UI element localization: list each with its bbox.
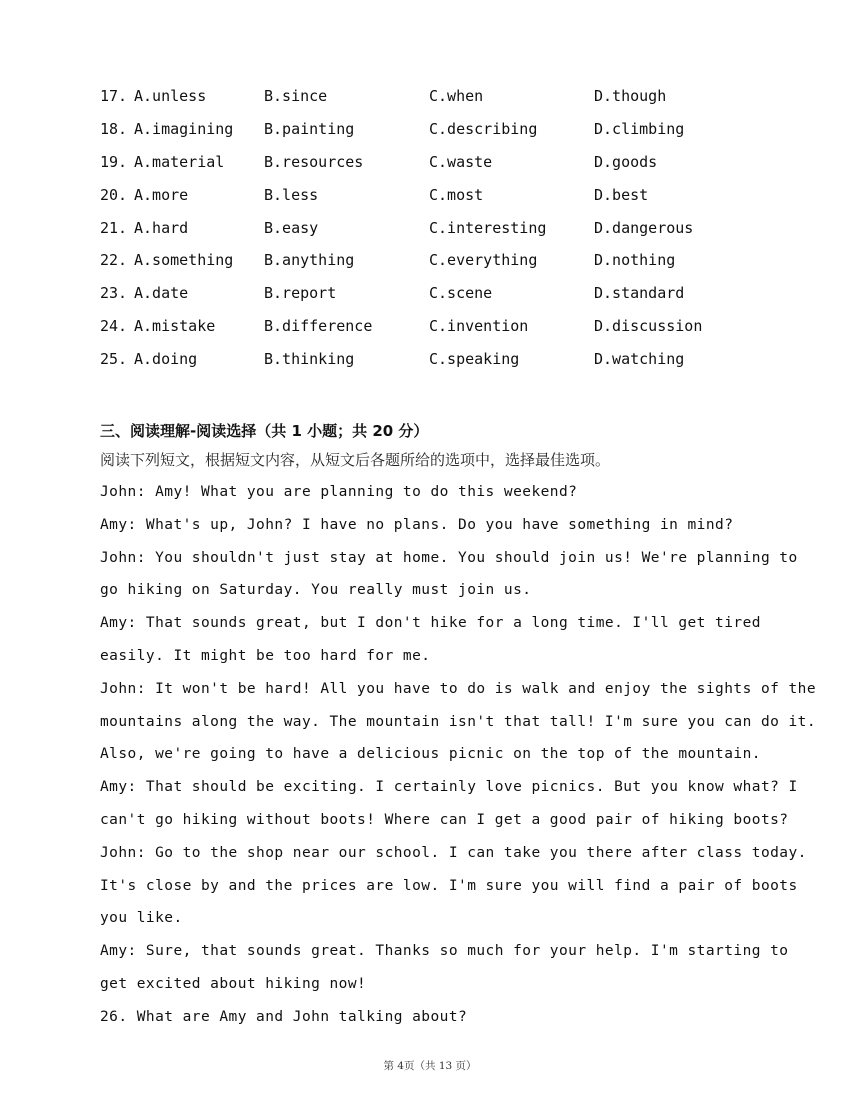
question-options-17 [100,80,744,113]
question-options-20 [100,178,744,211]
reading-section [100,418,817,1034]
option-c: C.scene [429,284,493,303]
option-d: D.watching [594,349,685,368]
section-heading: 三、阅读理解-阅读选择（共 1 小题；共 20 分） [100,422,429,440]
option-d: D.though [594,87,667,106]
option-c: C.invention [429,316,529,335]
dialogue-line: Also, we're going to have a delicious picnic on the top of the mountain. [100,746,761,763]
question-number: 18. [100,120,128,139]
option-d: D.standard [594,284,685,303]
question-number: 25. [100,349,128,368]
option-d: D.discussion [594,316,703,335]
option-a: A.something [134,251,234,270]
dialogue-line: Amy: That should be exciting. I certainly love picnics. But you know what? I [100,779,798,796]
dialogue-line: mountains along the way. The mountain isn't that tall! I'm sure you can do it. [100,713,817,730]
question-number: 24. [100,316,128,335]
option-c: C.interesting [429,218,547,237]
option-b: B.difference [264,316,373,335]
question-options-23 [100,277,744,310]
option-a: A.mistake [134,316,216,335]
option-a: A.more [134,185,189,204]
answer-options-list [100,80,744,375]
option-a: A.imagining [134,120,234,139]
option-d: D.best [594,185,649,204]
dialogue-line: Amy: That sounds great, but I don't hike for a long time. I'll get tired [100,615,761,632]
dialogue-line: John: Go to the shop near our school. I can take you there after class today. [100,844,807,861]
option-d: D.goods [594,152,658,171]
page-footer: 第 4页（共 13 页） [383,1060,477,1072]
question-number: 22. [100,251,128,270]
dialogue-line: get excited about hiking now! [100,975,367,992]
option-d: D.dangerous [594,218,694,237]
option-d: D.nothing [594,251,676,270]
dialogue-line: can't go hiking without boots! Where can I get a good pair of hiking boots? [100,811,789,828]
option-b: B.since [264,87,328,106]
dialogue-line: go hiking on Saturday. You really must join us. [100,582,532,599]
option-b: B.easy [264,218,319,237]
section-instruction: 阅读下列短文，根据短文内容，从短文后各题所给的选项中，选择最佳选项。 [100,451,611,469]
option-b: B.resources [264,152,364,171]
option-c: C.everything [429,251,538,270]
question-number: 20. [100,185,128,204]
option-a: A.material [134,152,225,171]
question-options-22 [100,244,744,277]
option-c: C.speaking [429,349,520,368]
option-b: B.painting [264,120,355,139]
dialogue-line: John: It won't be hard! All you have to do is walk and enjoy the sights of the [100,680,817,697]
option-a: A.unless [134,87,207,106]
option-b: B.report [264,284,337,303]
question-options-18 [100,113,744,146]
option-b: B.anything [264,251,355,270]
option-a: A.date [134,284,189,303]
question-options-25 [100,342,744,375]
option-c: C.most [429,185,484,204]
option-b: B.less [264,185,319,204]
question-26: 26. What are Amy and John talking about? [100,1008,468,1025]
question-options-24 [100,310,744,343]
option-a: A.doing [134,349,198,368]
question-options-19 [100,146,744,179]
option-c: C.when [429,87,484,106]
question-number: 19. [100,152,128,171]
dialogue-line: John: Amy! What you are planning to do this weekend? [100,484,578,500]
option-c: C.describing [429,120,538,139]
option-b: B.thinking [264,349,355,368]
dialogue-line: you like. [100,910,183,927]
dialogue-line: It's close by and the prices are low. I'm sure you will find a pair of boots [100,877,798,894]
question-number: 23. [100,284,128,303]
question-number: 17. [100,87,128,106]
option-d: D.climbing [594,120,685,139]
option-a: A.hard [134,218,189,237]
question-number: 21. [100,218,128,237]
question-options-21 [100,211,744,244]
dialogue-line: John: You shouldn't just stay at home. You should join us! We're planning to [100,549,798,566]
dialogue-line: easily. It might be too hard for me. [100,647,431,664]
dialogue-line: Amy: What's up, John? I have no plans. Do you have something in mind? [100,516,734,533]
option-c: C.waste [429,152,493,171]
dialogue-line: Amy: Sure, that sounds great. Thanks so much for your help. I'm starting to [100,943,789,960]
